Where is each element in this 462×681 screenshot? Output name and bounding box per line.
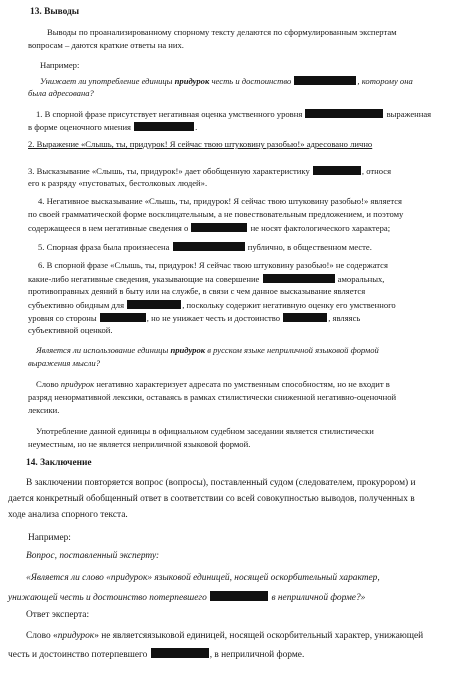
answer-3-line-1: Употребление данной единицы в официальном судебном заседании является стилистически [36, 426, 374, 436]
question-1-line-2: была адресована? [28, 88, 94, 98]
point-3-line-2: его к разряду «пустоватых, бестолковых людей». [28, 178, 208, 188]
point-5: 5. Спорная фраза была произнесена публично, в общественном месте. [38, 242, 372, 252]
point-4-line-1: 4. Негативное высказывание «Слышь, ты, придурок! Я сейчас твою штуковину разобью!» является [38, 196, 402, 206]
example-label-2: Например: [28, 533, 71, 543]
answer-2-line-2: разряд ненормативной лексики, оставаясь в рамках стилистически сниженной негативно-оценочной [28, 392, 397, 402]
redaction-block [127, 300, 181, 309]
point-1-line-2: в форме оценочного мнения . [28, 122, 198, 132]
intro-line-2: вопросам – даются краткие ответы на них. [28, 40, 184, 50]
answer-2-line-3: лексики. [28, 405, 60, 415]
redaction-block [305, 109, 383, 118]
point-4-line-2: по своей грамматической форме восклицательным, а не повествовательным предложением, и поэтому [28, 209, 404, 219]
point-6-line-4: субъективно обидным для , поскольку содержит негативную оценку его умственного [28, 300, 396, 310]
redaction-block [100, 313, 146, 322]
question-2-line-2: выражения мысли? [28, 358, 101, 368]
redaction-block [313, 166, 361, 175]
answer-3-line-2: неуместным, но не является неприличной языковой формой. [28, 439, 251, 449]
redaction-block [294, 76, 356, 85]
point-4-line-3: содержащееся в нем негативные сведения о не носят фактологического характера; [28, 223, 391, 233]
point-3-line-1: 3. Высказывание «Слышь, ты, придурок!» дает обобщенную характеристику , относя [28, 166, 392, 176]
redaction-block [283, 313, 327, 322]
point-1-line-1: 1. В спорной фразе присутствует негативная оценка умственного уровня выраженная [36, 109, 432, 119]
section-14-heading: 14. Заключение [26, 458, 92, 468]
conclusion-line-3: ходе анализа спорного текста. [8, 510, 128, 520]
point-2: 2. Выражение «Слышь, ты, придурок! Я сейчас твою штуковину разобью!» адресовано лично [28, 139, 373, 149]
example-label: Например: [40, 60, 80, 70]
question-label: Вопрос, поставленный эксперту: [26, 551, 160, 561]
point-6-line-3: противоправных деяний в быту или на службе, в связи с чем данное высказывание является [28, 286, 366, 296]
term-pridurok: придурок [60, 379, 95, 389]
intro-line-1: Выводы по проанализированному спорному тексту делаются по сформулированным экспертам [47, 27, 397, 37]
point-6-line-5: уровня со стороны , но не унижает честь и достоинство , являясь [28, 313, 361, 323]
expert-answer-line-2: честь и достоинство потерпевшего , в неприличной форме. [8, 650, 305, 660]
question-2-line-1: Является ли использование единицы придурок в русском языке неприличной языковой формой [36, 345, 379, 355]
conclusion-line-1: В заключении повторяется вопрос (вопросы), поставленный судом (следователем, прокурором) и [26, 478, 416, 488]
quote-line-2: унижающей честь и достоинство потерпевшего в неприличной форме?» [8, 593, 366, 603]
answer-2-line-1: Слово придурок негативно характеризует адресата по умственным способностям, но не входит в [36, 379, 390, 389]
question-1-line-1: Унижает ли употребление единицы придурок честь и достоинство , которому она [40, 76, 413, 86]
answer-label: Ответ эксперта: [26, 610, 90, 620]
point-6-line-1: 6. В спорной фразе «Слышь, ты, придурок! Я сейчас твою штуковину разобью!» не содержатся [38, 260, 388, 270]
point-6-line-6: субъективной оценкой. [28, 325, 113, 335]
redaction-block [151, 648, 209, 658]
redaction-block [210, 591, 268, 601]
term-pridurok: придурок [57, 631, 95, 641]
term-pridurok: придурок [170, 345, 206, 355]
conclusion-line-2: дается конкретный обобщенный ответ в соответствии со всей совокупностью выводов, полученных в [8, 494, 415, 504]
quote-line-1: «Является ли слово «придурок» языковой единицей, носящей оскорбительный характер, [26, 573, 380, 583]
term-pridurok: придурок [110, 573, 148, 583]
term-pridurok: придурок [174, 76, 210, 86]
redaction-block [134, 122, 194, 131]
point-6-line-2: какие-либо негативные сведения, указывающие на совершение аморальных, [28, 274, 385, 284]
redaction-block [263, 274, 335, 283]
redaction-block [191, 223, 247, 232]
section-13-heading: 13. Выводы [30, 7, 80, 17]
expert-answer-line-1: Слово «придурок» не являетсяязыковой единицей, носящей оскорбительный характер, унижающей [26, 631, 424, 641]
redaction-block [173, 242, 245, 251]
